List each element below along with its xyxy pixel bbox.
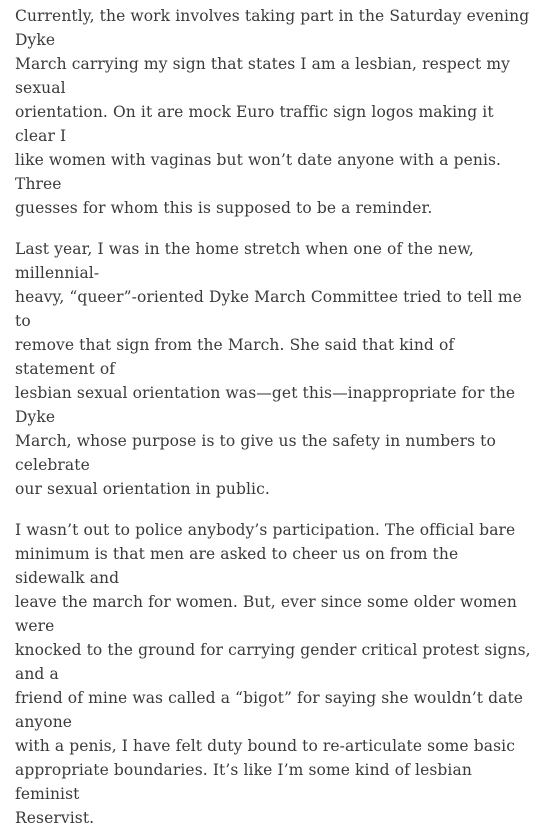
- paragraph-1: Currently, the work involves taking part in the Saturday evening Dyke March carrying my sign that states I am a lesbian, respect my sexual orientation. On it are mock Euro traffic sign logos making it clear I like women with vaginas but won’t date anyone with a penis. Three guesses for whom this is supposed to be a reminder.: [15, 7, 530, 217]
- paragraph-3: I wasn’t out to police anybody’s participation. The official bare minimum is that men are asked to cheer us on from the sidewalk and leave the march for women. But, ever since some older women were knocked to the ground for carrying gender critical protest signs, and a friend of mine was called a “bigot” for saying she wouldn’t date anyone with a penis, I have felt duty bound to re-articulate some basic appropriate boundaries. It’s like I’m some kind of lesbian feminist Reservist.: [15, 521, 531, 827]
- paragraph-2: Last year, I was in the home stretch when one of the new, millennial- heavy, “queer”-oriented Dyke March Committee tried to tell me to remove that sign from the March. She said that kind of statement of lesbian sexual orientation was—get this—inappropriate for the Dyke March, whose purpose is to give us the safety in numbers to celebrate our sexual orientation in public.: [15, 240, 522, 498]
